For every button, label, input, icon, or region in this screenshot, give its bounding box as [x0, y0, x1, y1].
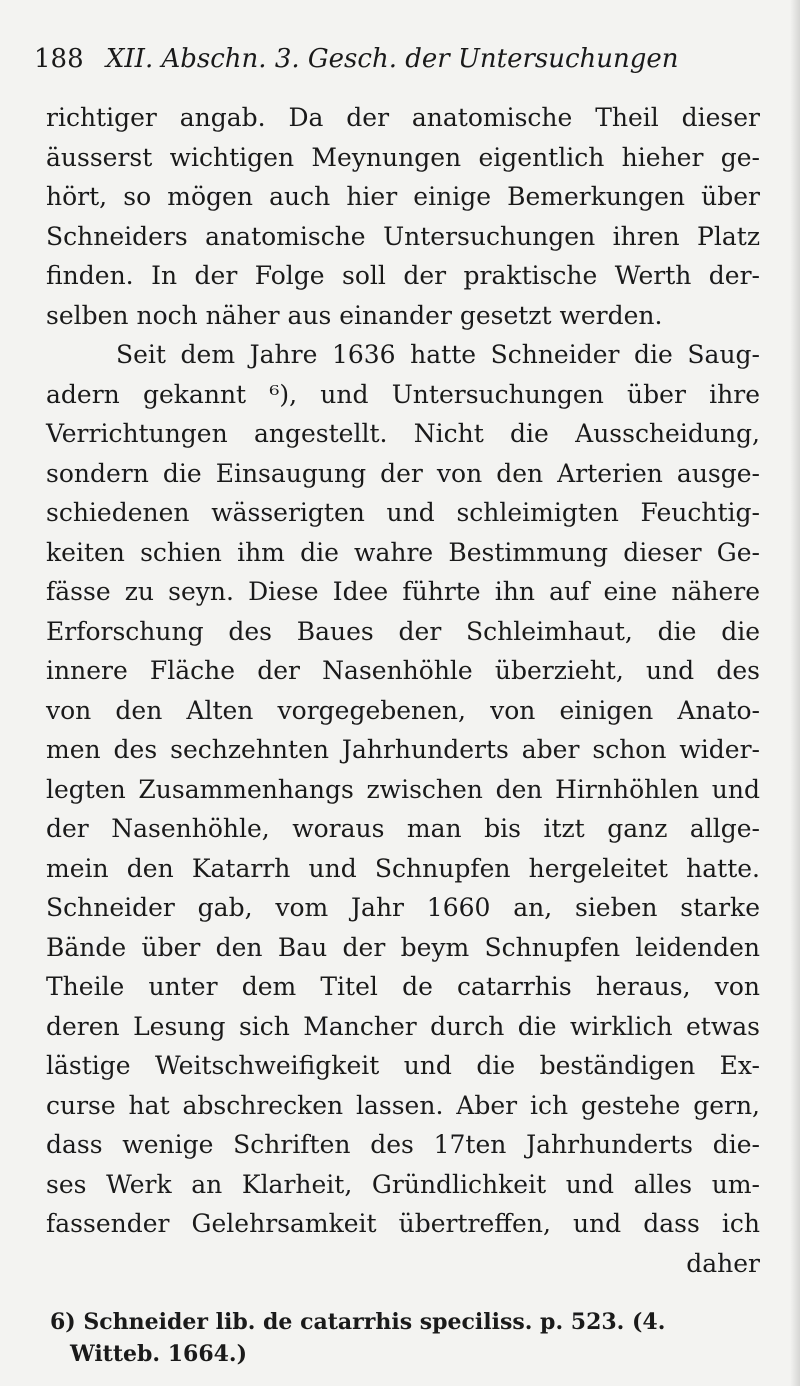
text-line: Seit dem Jahre 1636 hatte Schneider die Saug-	[116, 340, 760, 369]
text-line: mein den Katarrh und Schnupfen hergeleitet hatte.	[46, 853, 760, 883]
text-line: innere Fläche der Nasenhöhle überzieht, und des	[46, 656, 760, 685]
footnote	[50, 1306, 764, 1370]
text-line: dass wenige Schriften des 17ten Jahrhunderts die-	[46, 1130, 760, 1159]
footnote-line: 6) Schneider lib. de catarrhis speciliss. p. 523. (4.	[50, 1309, 666, 1335]
running-title: XII. Abschn. 3. Gesch. der Untersuchungen	[105, 44, 679, 74]
footnote-line: Witteb. 1664.)	[70, 1341, 247, 1367]
text-line: keiten schien ihm die wahre Bestimmung dieser Ge-	[46, 537, 760, 567]
text-line: fässe zu seyn. Diese Idee führte ihn auf eine nähere	[46, 577, 760, 606]
text-line: legten Zusammenhangs zwischen den Hirnhöhlen und	[46, 774, 760, 804]
running-header	[34, 44, 764, 84]
catchword: daher	[686, 1248, 760, 1278]
text-line: von den Alten vorgegebenen, von einigen Anato-	[46, 695, 760, 725]
text-line: der Nasenhöhle, woraus man bis itzt ganz allge-	[46, 814, 760, 843]
text-line: richtiger angab. Da der anatomische Theil dieser	[46, 103, 760, 132]
text-line: men des sechzehnten Jahrhunderts aber schon wider-	[46, 735, 760, 764]
text-line: äusserst wichtigen Meynungen eigentlich hieher ge-	[46, 142, 760, 172]
text-line: finden. In der Folge soll der praktische Werth der-	[46, 261, 760, 290]
text-line: ses Werk an Klarheit, Gründlichkeit und alles um-	[46, 1169, 760, 1199]
text-line: Theile unter dem Titel de catarrhis heraus, von	[46, 972, 760, 1001]
text-line: Schneiders anatomische Untersuchungen ihren Platz	[46, 221, 760, 251]
text-line: hört, so mögen auch hier einige Bemerkungen über	[46, 182, 760, 211]
text-line: Bände über den Bau der beym Schnupfen leidenden	[46, 932, 760, 962]
text-line: Verrichtungen angestellt. Nicht die Ausscheidung,	[46, 419, 760, 448]
main-text	[46, 98, 760, 1283]
text-line: adern gekannt ⁶), und Untersuchungen über ihre	[46, 379, 760, 409]
text-line: Schneider gab, vom Jahr 1660 an, sieben starke	[46, 893, 760, 922]
text-line: lästige Weitschweifigkeit und die beständigen Ex-	[46, 1051, 760, 1080]
page-number: 188	[34, 44, 84, 74]
text-line: deren Lesung sich Mancher durch die wirklich etwas	[46, 1011, 760, 1041]
text-line: fassender Gelehrsamkeit übertreffen, und dass ich	[46, 1209, 760, 1238]
text-line: sondern die Einsaugung der von den Arterien ausge-	[46, 458, 760, 488]
page-edge-shadow	[790, 0, 800, 1386]
text-line: Erforschung des Baues der Schleimhaut, die die	[46, 616, 760, 646]
text-line: schiedenen wässerigten und schleimigten Feuchtig-	[46, 498, 760, 527]
text-line: selben noch näher aus einander gesetzt werden.	[46, 300, 663, 330]
text-line: curse hat abschrecken lassen. Aber ich gestehe gern,	[46, 1090, 760, 1120]
